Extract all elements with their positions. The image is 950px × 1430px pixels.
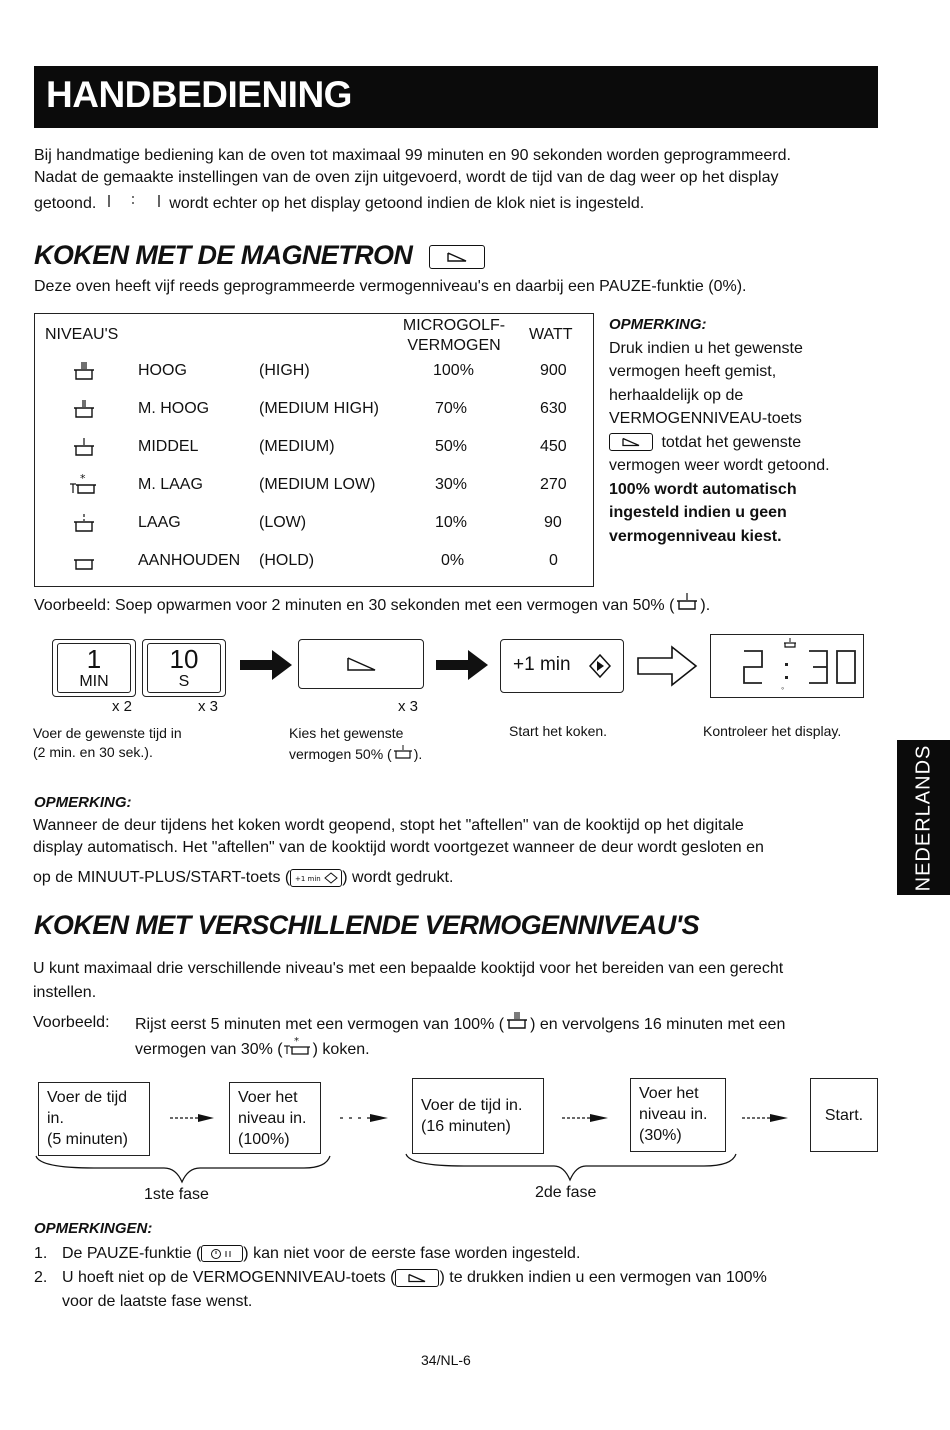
flow-text: (100%) <box>238 1131 290 1148</box>
level-english: (HOLD) <box>259 552 315 569</box>
flow-step-level-2 <box>630 1078 726 1152</box>
table-col-power-1: MICROGOLF- <box>402 317 506 334</box>
section2-line1: U kunt maximaal drie verschillende niveau's met een bepaalde kooktijd voor het bereiden van een gerecht <box>33 960 784 977</box>
svg-text:*: * <box>80 472 86 485</box>
start-key-icon <box>290 869 342 887</box>
power-note-line: totdat het gewenste <box>661 433 802 451</box>
note2-line3b: ) wordt gedrukt. <box>342 869 454 886</box>
power-note <box>609 313 889 548</box>
table-col-level: NIVEAU'S <box>45 326 119 343</box>
table-col-watt: WATT <box>529 326 573 343</box>
power-low-icon <box>71 512 97 539</box>
power-level-key-icon <box>395 1269 439 1287</box>
power-level-key-icon <box>609 433 653 451</box>
step1-caption <box>33 724 182 762</box>
note2-line2: display automatisch. Het "aftellen" van de kooktijd wordt voortgezet wanneer de deur wordt gesloten en <box>33 839 764 856</box>
phase1-label: 1ste fase <box>144 1186 209 1203</box>
level-english: (MEDIUM HIGH) <box>259 400 379 417</box>
display-digits <box>741 647 861 691</box>
level-watt: 450 <box>540 438 567 455</box>
level-percent: 0% <box>441 552 465 569</box>
level-name: MIDDEL <box>138 438 199 455</box>
power-note-bold: ingesteld indien u geen <box>609 504 787 521</box>
example-text-end: ). <box>700 597 711 615</box>
notes-heading: OPMERKINGEN: <box>34 1220 153 1237</box>
power-level-key-icon <box>429 245 485 269</box>
note1-text <box>62 1242 580 1266</box>
flow-text: in. <box>47 1110 64 1127</box>
level-name: HOOG <box>138 362 187 379</box>
phase2-label: 2de fase <box>535 1184 597 1201</box>
note2-heading: OPMERKING: <box>34 794 132 811</box>
power-medium-icon <box>392 744 414 766</box>
example-text: Voorbeeld: Soep opwarmen voor 2 minuten en 30 sekonden met een vermogen van 50% ( <box>34 597 675 615</box>
note2-number: 2. <box>34 1269 48 1286</box>
level-english: (LOW) <box>259 514 307 531</box>
sec-button[interactable] <box>142 639 226 697</box>
intro-line-3 <box>34 192 894 216</box>
flow-arrow-icon <box>562 1110 610 1128</box>
power-level-button[interactable] <box>298 639 424 689</box>
level-english: (HIGH) <box>259 362 310 379</box>
intro-line-3a: getoond. <box>34 195 97 212</box>
level-watt: 270 <box>540 476 567 493</box>
power-medium-icon <box>71 436 97 463</box>
section1-heading-text: KOKEN MET DE MAGNETRON <box>34 240 413 270</box>
step1-caption-l2: (2 min. en 30 sek.). <box>33 744 153 760</box>
language-tab <box>897 740 950 895</box>
flow-text: (30%) <box>639 1127 682 1144</box>
flow-arrow-icon <box>340 1110 390 1128</box>
table-row <box>35 390 593 428</box>
power-note-line: vermogen heeft gemist, <box>609 363 777 380</box>
power-note-bold: vermogenniveau kiest. <box>609 527 782 545</box>
flow-text: Start. <box>824 1107 864 1124</box>
start-button[interactable] <box>500 639 624 693</box>
svg-text:+1 min: +1 min <box>295 874 322 883</box>
flow-step-start <box>810 1078 878 1152</box>
section2-example-l1b: ) en vervolgens 16 minuten met een <box>530 1016 786 1034</box>
flow-text: Voer het <box>238 1089 298 1106</box>
section2-line2: instellen. <box>33 984 97 1001</box>
flow-step-time-1 <box>38 1082 150 1156</box>
page-number: 34/NL-6 <box>421 1352 471 1368</box>
intro-line-1: Bij handmatige bediening kan de oven tot maximaal 99 minuten en 90 sekonden worden geprogrammeerd. <box>34 147 791 164</box>
flow-arrow-icon <box>170 1110 216 1128</box>
power-note-line: herhaaldelijk op de <box>609 386 744 404</box>
level-percent: 10% <box>435 514 468 531</box>
power-medium-low-icon <box>69 472 99 501</box>
step2-caption-l2 <box>289 744 422 766</box>
power-medium-icon <box>674 592 700 620</box>
blank-display-icon <box>101 193 165 217</box>
section1-subtitle: Deze oven heeft vijf reeds geprogrammeerde vermogenniveau's en daarbij een PAUZE-funktie (0%). <box>34 278 747 295</box>
level-watt: 900 <box>540 362 567 379</box>
table-col-power <box>399 316 509 356</box>
step1-caption-l1: Voer de gewenste tijd in <box>33 725 182 741</box>
note2-line3 <box>33 866 453 890</box>
table-col-power-2: VERMOGEN <box>407 337 501 354</box>
section2-heading: KOKEN MET VERSCHILLENDE VERMOGENNIVEAU'S <box>34 910 699 940</box>
table-row <box>35 428 593 466</box>
power-note-bold: 100% wordt automatisch <box>609 480 797 498</box>
note2-text <box>62 1266 767 1290</box>
flow-text: Voer het <box>639 1085 699 1102</box>
section2-example-l2 <box>135 1035 370 1065</box>
min-button-label: MIN <box>79 673 109 690</box>
section2-example-l2b: ) koken. <box>312 1041 370 1059</box>
power-note-line: Druk indien u het gewenste <box>609 339 803 357</box>
note1-text-b: ) kan niet voor de eerste fase worden ingesteld. <box>243 1245 581 1262</box>
sec-multiplier: x 3 <box>198 698 219 715</box>
section2-example-l1a: Rijst eerst 5 minuten met een vermogen van 100% ( <box>135 1016 505 1034</box>
step2-caption <box>289 723 422 766</box>
flow-text: (16 minuten) <box>421 1118 511 1135</box>
min-multiplier: x 2 <box>112 698 133 715</box>
table-row <box>35 542 593 580</box>
table-row <box>35 352 593 390</box>
language-tab-label: NEDERLANDS <box>912 744 934 891</box>
power-medium-low-icon <box>283 1035 313 1065</box>
flow-text: niveau in. <box>639 1106 708 1123</box>
flow-text: Voer de tijd <box>47 1089 128 1106</box>
note2-line3a: op de MINUUT-PLUS/START-toets ( <box>33 869 291 886</box>
flow-arrow-icon <box>742 1110 790 1128</box>
start-diamond-icon <box>589 654 611 683</box>
level-percent: 100% <box>433 362 474 379</box>
note2-text-c: voor de laatste fase wenst. <box>62 1293 253 1310</box>
step2-caption-l2b: ). <box>413 746 423 762</box>
level-english: (MEDIUM LOW) <box>259 476 376 493</box>
step2-caption-l1: Kies het gewenste <box>289 725 404 741</box>
flow-text: (5 minuten) <box>47 1131 128 1148</box>
title-banner <box>34 66 878 128</box>
power-high-icon <box>71 360 97 387</box>
section2-example-label: Voorbeeld: <box>33 1014 110 1031</box>
sec-button-value: 10 <box>169 644 199 674</box>
power-note-heading: OPMERKING: <box>609 316 707 333</box>
arrow-right-icon <box>240 648 294 687</box>
example-line <box>34 592 710 620</box>
phase1-brace <box>34 1154 334 1189</box>
table-row <box>35 466 593 504</box>
power-note-line: VERMOGENNIVEAU-toets <box>609 410 802 427</box>
arrow-right-icon <box>436 648 490 687</box>
level-percent: 70% <box>435 400 468 417</box>
outline-arrow-icon <box>636 645 698 692</box>
power-high-icon <box>504 1011 530 1039</box>
level-english: (MEDIUM) <box>259 438 335 455</box>
min-button-value: 1 <box>86 644 102 674</box>
power-medium-high-icon <box>71 398 97 425</box>
level-watt: 0 <box>549 552 558 569</box>
min-button[interactable] <box>52 639 136 697</box>
section1-heading <box>34 240 485 271</box>
display-dot-icon: ◦ <box>781 683 785 693</box>
level-watt: 90 <box>544 514 562 531</box>
flow-step-level-1 <box>229 1082 321 1154</box>
phase2-brace <box>404 1152 740 1187</box>
note1-text-a: De PAUZE-funktie ( <box>62 1245 202 1262</box>
power-note-line-5 <box>609 431 889 455</box>
power-note-line: vermogen weer wordt getoond. <box>609 457 830 474</box>
flow-text: Voer de tijd in. <box>421 1097 523 1114</box>
intro-line-2: Nadat de gemaakte instellingen van de oven zijn uitgevoerd, wordt de tijd van de dag weer op het display <box>34 169 779 186</box>
level-name: M. LAAG <box>138 476 203 493</box>
step2-caption-l2a: vermogen 50% ( <box>289 746 392 762</box>
power-hold-icon <box>71 550 97 577</box>
level-name: AANHOUDEN <box>138 552 241 569</box>
intro-line-3b: wordt echter op het display getoond indien de klok niet is ingesteld. <box>169 195 645 212</box>
step4-caption: Kontroleer het display. <box>703 723 842 739</box>
page-title: HANDBEDIENING <box>46 74 352 115</box>
level-name: LAAG <box>138 514 181 531</box>
flow-text: niveau in. <box>238 1110 307 1127</box>
display-panel <box>710 634 864 698</box>
step3-caption: Start het koken. <box>509 723 608 739</box>
note2-text-b: ) te drukken indien u een vermogen van 100% <box>439 1269 767 1286</box>
level-name: M. HOOG <box>138 400 210 417</box>
pause-key-icon <box>201 1245 243 1262</box>
power-level-table <box>34 313 594 587</box>
start-button-label: +1 min <box>513 654 571 675</box>
flow-step-time-2 <box>412 1078 544 1154</box>
level-watt: 630 <box>540 400 567 417</box>
note2-text-a: U hoeft niet op de VERMOGENNIVEAU-toets ( <box>62 1269 396 1286</box>
level-percent: 30% <box>435 476 468 493</box>
note2-line1: Wanneer de deur tijdens het koken wordt geopend, stopt het "aftellen" van de kooktijd op het digitale <box>33 817 744 834</box>
sec-button-label: S <box>178 673 190 690</box>
note1-number: 1. <box>34 1245 48 1262</box>
table-row <box>35 504 593 542</box>
power-multiplier: x 3 <box>398 698 419 715</box>
section2-example-l2a: vermogen van 30% ( <box>135 1041 283 1059</box>
svg-text:*: * <box>293 1036 299 1047</box>
level-percent: 50% <box>435 438 468 455</box>
